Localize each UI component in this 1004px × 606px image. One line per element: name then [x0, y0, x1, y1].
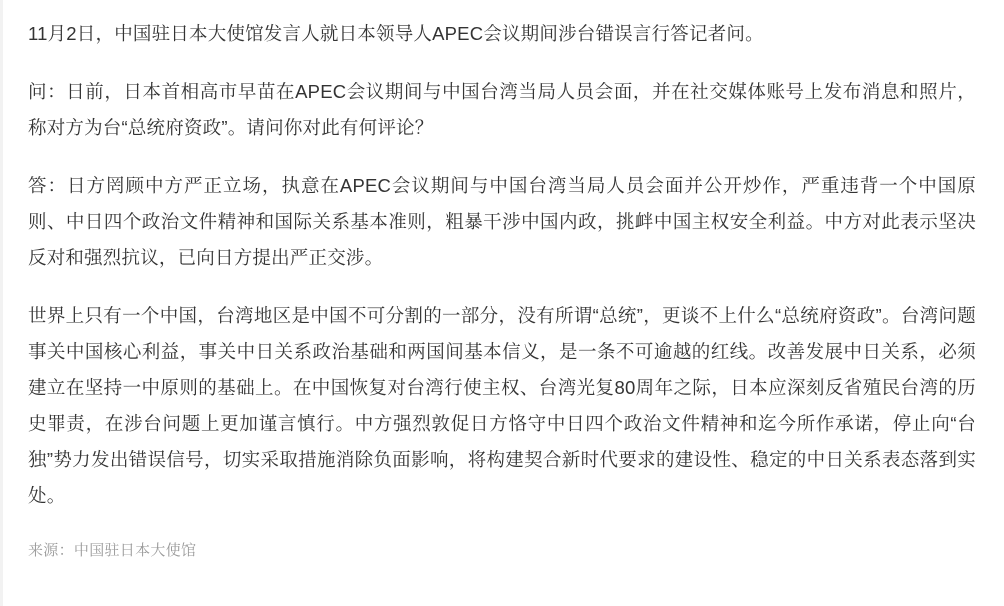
source-line: 来源：中国驻日本大使馆: [28, 542, 197, 559]
paragraph-answer-2: 世界上只有一个中国，台湾地区是中国不可分割的一部分，没有所谓“总统”，更谈不上什么“总统府资政”。台湾问题事关中国核心利益，事关中日关系政治基础和两国间基本信义，是一条不可逾越的红线。改善发展中日关系，必须建立在坚持一中原则的基础上。在中国恢复对台湾行使主权、台湾光复80周年之际，日本应深刻反省殖民台湾的历史罪责，在涉台问题上更加谨言慎行。中方强烈敦促日方恪守中日四个政治文件精神和迄今所作承诺，停止向“台独”势力发出错误信号，切实采取措施消除负面影响，将构建契合新时代要求的建设性、稳定的中日关系表态落到实处。: [28, 305, 976, 506]
paragraph-question: 问：日前，日本首相高市早苗在APEC会议期间与中国台湾当局人员会面，并在社交媒体账号上发布消息和照片，称对方为台“总统府资政”。请问你对此有何评论？: [28, 81, 976, 138]
article-body: [28, 16, 976, 562]
left-edge-rule: [0, 0, 3, 606]
paragraph-intro: 11月2日，中国驻日本大使馆发言人就日本领导人APEC会议期间涉台错误言行答记者问。: [28, 23, 764, 44]
paragraph-answer-1: 答：日方罔顾中方严正立场，执意在APEC会议期间与中国台湾当局人员会面并公开炒作，严重违背一个中国原则、中日四个政治文件精神和国际关系基本准则，粗暴干涉中国内政，挑衅中国主权安全利益。中方对此表示坚决反对和强烈抗议，已向日方提出严正交涉。: [28, 175, 976, 268]
